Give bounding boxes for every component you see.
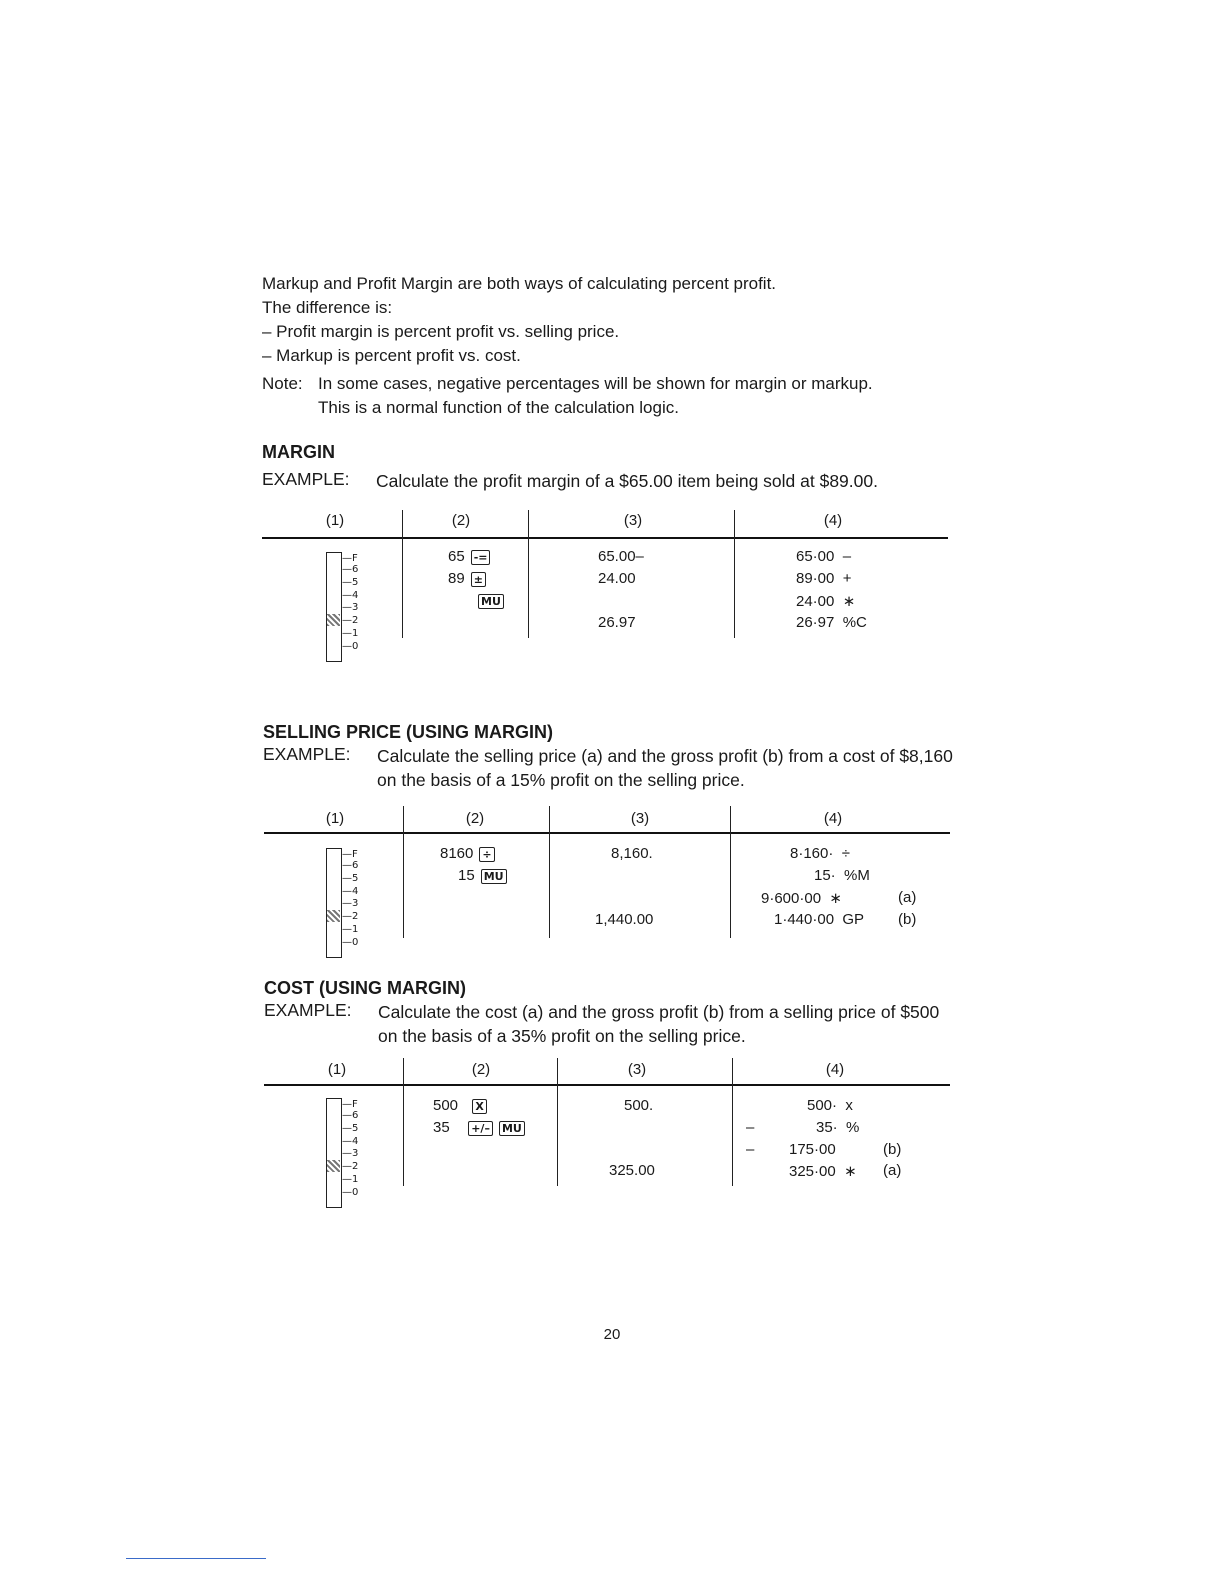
column-divider	[734, 510, 735, 638]
column-divider	[730, 806, 731, 938]
intro-line: – Markup is percent profit vs. cost.	[262, 346, 521, 365]
example-label: EXAMPLE:	[262, 469, 350, 489]
display-value: 500.	[624, 1097, 654, 1114]
note-body	[318, 372, 873, 420]
print-line: 26·97 %C	[796, 614, 867, 631]
example-text: Calculate the profit margin of a $65.00 item being sold at $89.00.	[376, 471, 878, 491]
column-divider	[528, 510, 529, 638]
column-header: (2)	[451, 512, 471, 529]
table-rule	[264, 832, 950, 834]
section-title-cost: COST (USING MARGIN)	[264, 978, 466, 998]
key-entry: 35 +/– MU	[433, 1119, 525, 1136]
print-tag: (b)	[898, 911, 917, 928]
decimal-selector-diagram: —F —6 —5 —4 —3 —2 —1 —0	[326, 1098, 386, 1218]
note-line: This is a normal function of the calculation logic.	[318, 398, 679, 417]
print-line: 89·00 +	[796, 570, 852, 587]
intro-block	[262, 272, 873, 420]
print-line: 8·160· ÷	[790, 845, 850, 862]
print-line: 24·00 ∗	[796, 593, 856, 610]
divide-key: ÷	[479, 847, 494, 862]
key-entry: 8160 ÷	[440, 845, 495, 862]
key-entry: 89 ±	[448, 570, 486, 587]
print-tag: (a)	[883, 1162, 902, 1179]
multiply-key: X	[472, 1099, 486, 1114]
print-tag: (a)	[898, 889, 917, 906]
print-line: 1·440·00 GP	[774, 911, 865, 928]
bottom-divider	[126, 1558, 266, 1559]
print-line: 325·00 ∗	[789, 1163, 857, 1180]
print-line: 9·600·00 ∗	[761, 890, 842, 907]
note-label: Note:	[262, 374, 303, 393]
example-label: EXAMPLE:	[264, 1000, 352, 1020]
print-line: 35· %	[816, 1119, 860, 1136]
column-header: (1)	[325, 512, 345, 529]
plus-minus-key: ±	[471, 572, 486, 587]
print-line: 500· x	[807, 1097, 853, 1114]
column-divider	[403, 806, 404, 938]
note	[262, 372, 873, 420]
table-rule	[262, 537, 948, 539]
print-sign: –	[746, 1119, 755, 1136]
display-value: 65.00–	[598, 548, 644, 565]
example-margin	[262, 469, 878, 493]
column-header: (4)	[825, 1061, 845, 1078]
column-header: (3)	[630, 810, 650, 827]
display-value: 8,160.	[611, 845, 653, 862]
column-header: (3)	[627, 1061, 647, 1078]
column-divider	[557, 1058, 558, 1186]
intro-line: – Profit margin is percent profit vs. selling price.	[262, 322, 620, 341]
column-divider	[403, 1058, 404, 1186]
section-title-selling-price: SELLING PRICE (USING MARGIN)	[263, 722, 554, 742]
print-line: 15· %M	[814, 867, 870, 884]
example-text: Calculate the selling price (a) and the gross profit (b) from a cost of $8,160 on the basis of a 15% profit on the selling price.	[377, 746, 953, 790]
minus-equals-key: -=	[471, 550, 491, 565]
column-divider	[549, 806, 550, 938]
decimal-selector-diagram: —F —6 —5 —4 —3 —2 —1 —0	[326, 552, 386, 672]
column-header: (1)	[327, 1061, 347, 1078]
note-line: In some cases, negative percentages will be shown for margin or markup.	[318, 374, 873, 393]
column-header: (2)	[471, 1061, 491, 1078]
example-selling-price	[263, 744, 953, 792]
column-header: (3)	[623, 512, 643, 529]
mu-key: MU	[478, 594, 504, 609]
print-tag: (b)	[883, 1141, 902, 1158]
print-line: 175·00	[789, 1141, 836, 1158]
display-value: 325.00	[609, 1162, 655, 1179]
column-header: (2)	[465, 810, 485, 827]
column-divider	[732, 1058, 733, 1186]
page-number: 20	[603, 1326, 621, 1343]
key-entry: 15 MU	[458, 867, 507, 884]
display-value: 1,440.00	[595, 911, 654, 928]
column-header: (4)	[823, 810, 843, 827]
mu-key: MU	[481, 869, 507, 884]
change-sign-key: +/–	[468, 1121, 493, 1136]
key-entry: 65 -=	[448, 548, 490, 565]
example-text: Calculate the cost (a) and the gross profit (b) from a selling price of $500 on the basis of a 35% profit on the selling price.	[378, 1002, 940, 1046]
column-divider	[402, 510, 403, 638]
section-title-margin: MARGIN	[262, 442, 335, 462]
print-line: 65·00 –	[796, 548, 852, 565]
key-entry: 500 X	[433, 1097, 487, 1114]
intro-line: The difference is:	[262, 298, 393, 317]
key-entry	[472, 592, 504, 609]
table-rule	[264, 1084, 950, 1086]
column-header: (1)	[325, 810, 345, 827]
display-value: 26.97	[598, 614, 636, 631]
example-label: EXAMPLE:	[263, 744, 351, 764]
display-value: 24.00	[598, 570, 636, 587]
decimal-selector-diagram: —F —6 —5 —4 —3 —2 —1 —0	[326, 848, 386, 968]
mu-key: MU	[499, 1121, 525, 1136]
example-cost	[264, 1000, 939, 1048]
column-header: (4)	[823, 512, 843, 529]
intro-line: Markup and Profit Margin are both ways of calculating percent profit.	[262, 274, 777, 293]
print-sign: –	[746, 1141, 755, 1158]
